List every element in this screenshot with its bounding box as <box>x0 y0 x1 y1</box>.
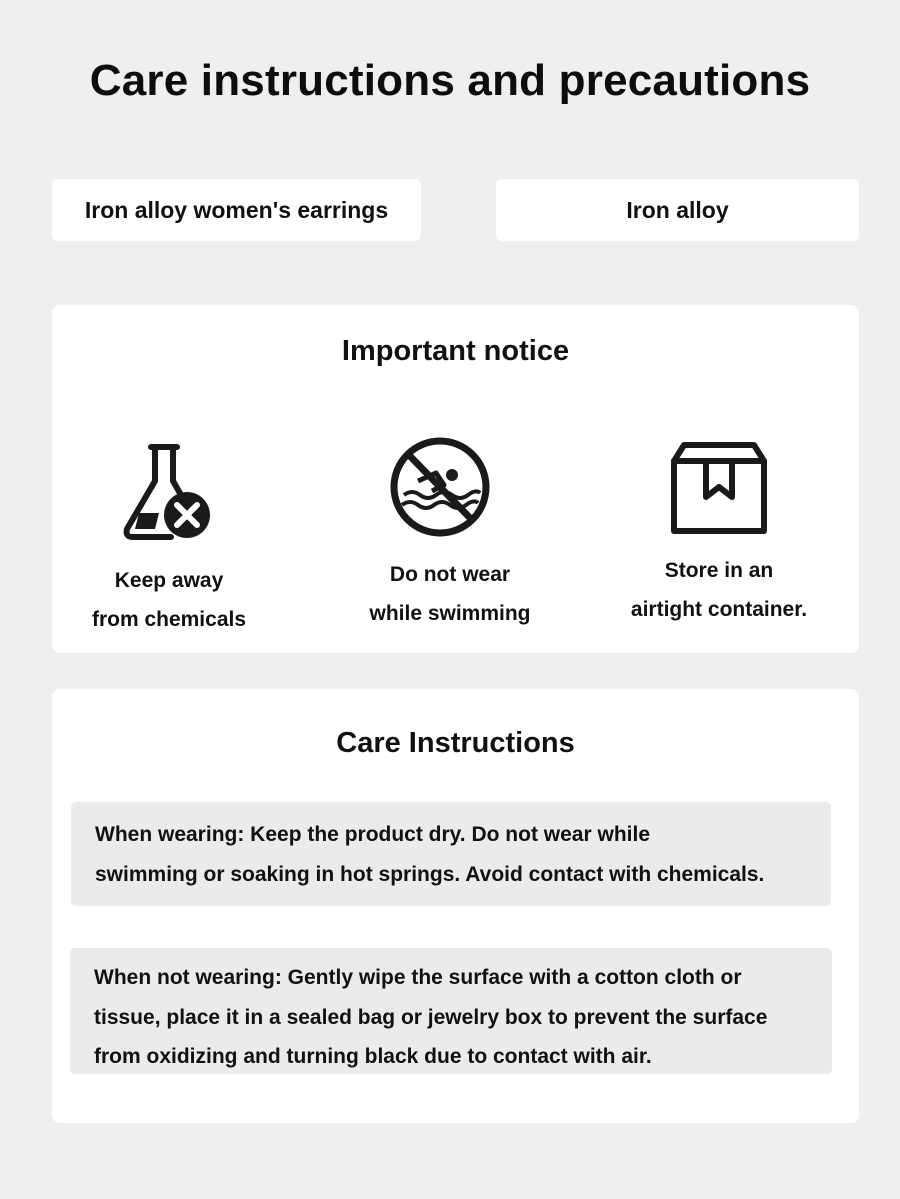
notice-label: while swimming <box>369 602 531 625</box>
page-title: Care instructions and precautions <box>89 56 811 105</box>
care-text-line: When wearing: Keep the product dry. Do not wear while <box>95 823 650 846</box>
notice-label: Store in an <box>664 559 774 582</box>
care-text-line: swimming or soaking in hot springs. Avoid contact with chemicals. <box>95 862 765 886</box>
care-text-line: from oxidizing and turning black due to contact with air. <box>94 1045 652 1068</box>
care-not-wearing-box <box>70 948 832 1074</box>
care-heading: Care Instructions <box>336 727 575 759</box>
notice-label: airtight container. <box>630 598 808 621</box>
important-notice-card <box>52 305 859 653</box>
care-text-line: When not wearing: Gently wipe the surface with a cotton cloth or <box>94 966 742 989</box>
notice-label: from chemicals <box>91 608 247 631</box>
chemical-flask-icon <box>119 441 219 541</box>
notice-heading: Important notice <box>341 335 570 367</box>
care-text-line: tissue, place it in a sealed bag or jewelry box to prevent the surface <box>94 1005 768 1029</box>
notice-label: Do not wear <box>389 563 511 586</box>
notice-label: Keep away <box>114 569 224 592</box>
product-name-tag: Iron alloy women's earrings <box>52 179 421 241</box>
care-wearing-box <box>71 802 831 906</box>
care-instructions-card <box>52 689 859 1123</box>
storage-box-icon <box>668 439 770 537</box>
material-tag: Iron alloy <box>496 179 859 241</box>
no-swimming-icon <box>388 435 492 539</box>
